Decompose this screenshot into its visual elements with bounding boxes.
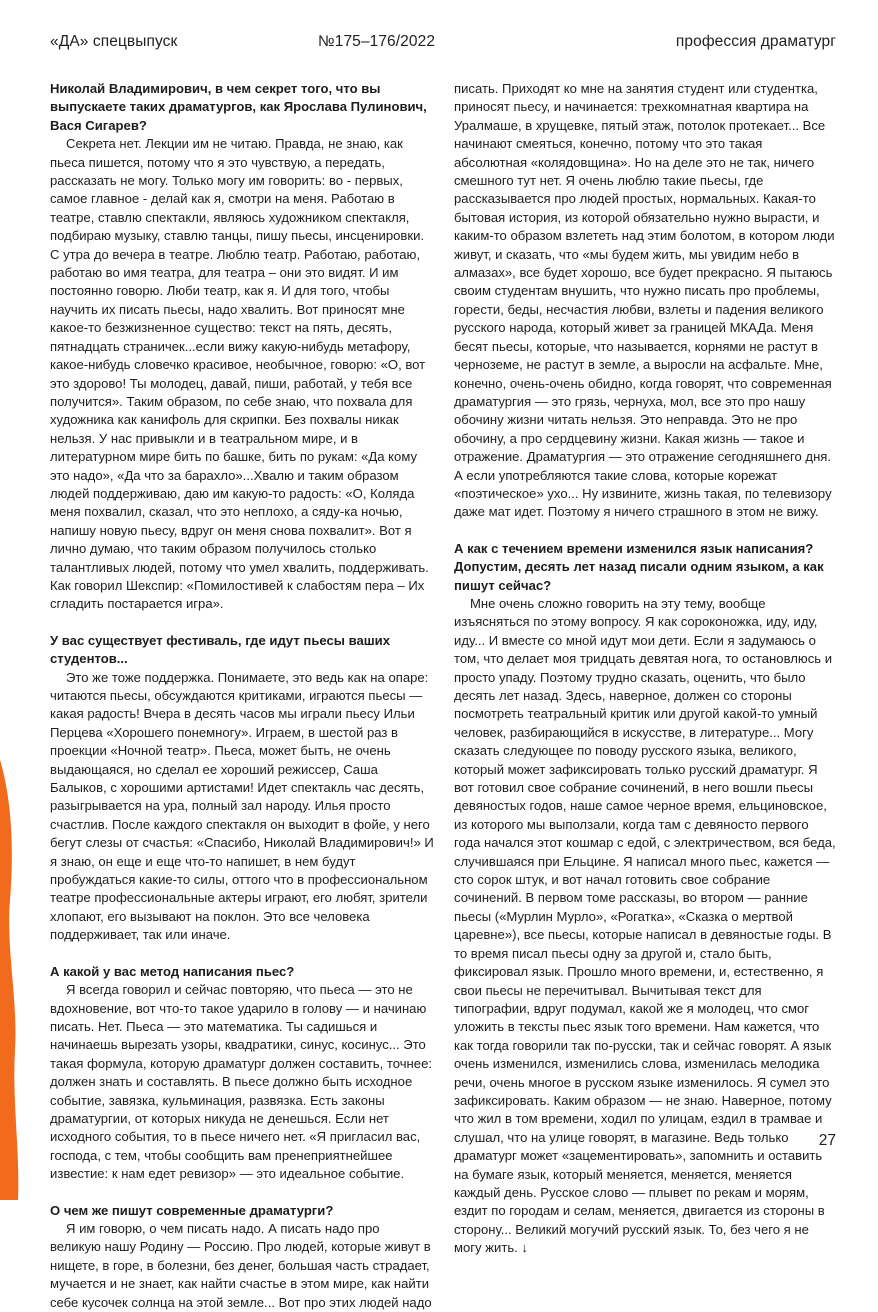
question-secret: Николай Владимирович, в чем секрет того, что вы выпускаете таких драматургов, как Ярослава Пулинович, Вася Сигарев? bbox=[50, 81, 427, 133]
issue-label: «ДА» спецвыпуск bbox=[50, 33, 178, 50]
answer-festival: Это же тоже поддержка. Понимаете, это ведь как на опаре: читаются пьесы, обсуждаются критиками, играются пьесы — какая радость! Вчера в десять часов мы играли пьесу Ильи Перцева «Хорошего понемногу». Играем, в шестой раз в проекции «Ночной театр». Пьеса, может быть, не очень выдающаяся, но сделал ее хороший режиссер, Саша Балыков, с хорошими артистами! Идет спектакль час десять, разыгрывается на ура, полный зал народу. Илья просто счастлив. После каждого спектакля он выходит в фойе, у него бегут слезы от счастья: «Спасибо, Николай Владимирович!» И я знаю, он еще и еще что-то напишет, в нем будут пробуждаться какие-то силы, оттого что в профессиональном театре профессиональные актеры играют, его любят, зрители хлопают, его вызывают на поклон. Это все человека поддерживает, так или иначе. bbox=[50, 669, 434, 943]
issue-number: №175–176/2022 bbox=[318, 33, 436, 50]
orange-brush-stroke bbox=[0, 760, 22, 1200]
section-title: профессия драматург bbox=[675, 33, 836, 50]
answer-method: Я всегда говорил и сейчас повторяю, что пьеса — это не вдохновение, вот что-то такое ударило в голову — и начинаю писать. Нет. Пьеса — это математика. Ты садишься и начинаешь вырезать узоры, квадратики, синус, косинус... Это такая формула, которую драматург должен составить, точнее: должен знать и составлять. В пьесе должно быть исходное событие, завязка, кульминация, развязка. Есть законы драматургии, от которых никуда не денешься. Если нет исходного события, то в пьесе ничего нет. «Я пригласил вас, господа, с тем, чтобы сообщить вам пренеприятнейшее известие: к нам едет ревизор» — это идеальное событие. bbox=[50, 982, 432, 1182]
page-number: 27 bbox=[818, 1132, 836, 1149]
question-method: А какой у вас метод написания пьес? bbox=[50, 963, 295, 979]
question-festival: У вас существует фестиваль, где идут пьесы ваших студентов... bbox=[50, 632, 390, 667]
answer-language: Мне очень сложно говорить на эту тему, вообще изъясняться по этому вопросу. Я как сороконожка, иду, иду, иду... И вместе со мной идут мои дети. Если я задумаюсь о том, что делает моя тридцать девятая нога, то остановлюсь и просто упаду. Поэтому трудно сказать, оценить, что было десять лет назад. Здесь, наверное, должен со стороны посмотреть театральный критик или другой какой-то умный человек, разбирающийся в искусстве, в литературе... Могу сказать следующее по поводу русского языка, великого, который может зафиксировать только русский драматург. Я вот готовил свое собрание сочинений, в него вошли пьесы девяностых годов, наше самое черное время, ельциновское, из которого мы выползали, когда там с девяносто первого года начался этот кошмар с едой, с электричеством, вся беда, случившаяся при Ельцине. Я написал много пьес, кажется — сто сорок штук, и вот начал готовить свое собрание сочинений. В первом томе рассказы, во втором — ранние пьесы («Мурлин Мурло», «Рогатка», «Сказка о мертвой царевне»), все пьесы, которые написал в девяностые годы. В то время писал пьесы одну за другой и, стало быть, фиксировал язык. Прошло много времени, и, естественно, я свои пьесы не перечитывал. Вычитывая текст для типографии, вдруг подумал, какой же я молодец, что смог уложить в тексты пьес язык того времени. Нам кажется, что как тогда говорили так по-русски, так и сейчас говорят. А язык очень изменился, изменились слова, изменилась мелодика речи, очень многое в русском языке изменилось. Я сумел это зафиксировать. Каким образом — не знаю. Наверное, потому что жил в том времени, ходил по улицам, ездил в трамвае и слушал, что на улице говорят, в магазине. Ведь только драматург может «зацементировать», запомнить и оставить на бумаге язык, который меняется, меняется, меняется каждый день. Русское слово — плывет по рекам и морям, ездит по городам и селам, меняется, двигается из стороны в сторону... Великий могучий русский язык. То, без чего я не могу жить. ↓ bbox=[454, 595, 836, 1256]
answer-topics: Я им говорю, о чем писать надо. А писать надо про великую нашу Родину — Россию. Про людей, которые живут в нищете, в горе, в болезни, без денег, большая часть страдает, мучается и не знает, как найти счастье в этом мире, как найти себе кусочек солнца на этой земле... Вот про этих людей надо bbox=[50, 1220, 432, 1310]
left-column bbox=[50, 80, 434, 1312]
answer-secret: Секрета нет. Лекции им не читаю. Правда, не знаю, как пьеса пишется, потому что я это чувствую, а передать, рассказать не могу. Только могу им говорить: во - первых, самое главное - делай как я, смотри на меня. Работаю в театре, ставлю спектакли, являюсь художником спектакля, подбираю музыку, ставлю танцы, пишу пьесы, инсценировки. С утра до вечера в театре. Люблю театр. Работаю, работаю, работаю во имя театра, для театра – они это видят. И им постоянно говорю. Люби театр, как я. И для того, чтобы научить их писать пьесы, надо хвалить. Вот приносят мне какое-то безжизненное существо: текст на пять, десять, пятнадцать страничек...если вижу какую-нибудь метафору, какое-нибудь словечко красивое, необычное, говорю: «О, вот это здорово! Ты молодец, давай, пиши, работай, у тебя все получится». Таким образом, по себе знаю, что похвала для художника как канифоль для скрипки. Без похвалы никак нельзя. У нас привыкли и в театральном мире, и в литературном мире бить по башке, бить по рукам: «Да кому это надо», «Да что за барахло»...Хвалю и таким образом людей поддерживаю, даю им какую-то радость: «О, Коляда меня похвалил, сказал, что это неплохо, а сяду-ка ночью, напишу новую пьесу, вдруг он меня снова похвалит». Вот я лично думаю, что таким образом получилось столько талантливых людей, потому что умел хвалить, поддерживать. Как говорил Шекспир: «Помилостивей к слабостям пера – Их сгладить постарается игра». bbox=[50, 136, 429, 612]
answer-topics-continued: писать. Приходят ко мне на занятия студент или студентка, приносят пьесу, и начинается: трехкомнатная квартира на Уралмаше, в хрущевке, пятый этаж, потолок протекает... Все начинают смеяться, конечно, потому что это такая абсолютная «колядовщина». Но на деле это не так, ничего смешного тут нет. Я очень люблю такие пьесы, где рассказывается про людей простых, нормальных. Какая-то бытовая история, из которой обязательно нужно вырасти, и каким-то образом взлететь над этим болотом, в котором люди живут, и сказать, что «мы будем жить, мы увидим небо в алмазах», все будет хорошо, все будет прекрасно. Я пытаюсь своим студентам внушить, что нужно писать про проблемы, горести, беды, несчастия любви, взлеты и падения великого русского народа, который живет за границей МКАДа. Меня бесят пьесы, которые, что называется, корнями не растут в черноземе, не растут в земле, а выросли на асфальте. Мне, конечно, очень-очень обидно, когда говорят, что современная драматургия — это грязь, чернуха, мол, все это про нашу обочину жизни читать нельзя. Это неправда. Это не про обочину, а про сердцевину жизни. Какая жизнь — такое и отражение. Драматургия — это отражение сегодняшнего дня. А если употребляются такие слова, которые корежат «поэтическое» ухо... Ну извините, жизнь такая, по телевизору даже мат идет. Поэтому я ничего страшного в этом не вижу. bbox=[454, 81, 835, 520]
right-column bbox=[454, 80, 838, 1258]
question-language: А как с течением времени изменился язык написания? Допустим, десять лет назад писали одним языком, а как пишут сейчас? bbox=[454, 540, 824, 593]
question-topics: О чем же пишут современные драматурги? bbox=[50, 1202, 334, 1218]
